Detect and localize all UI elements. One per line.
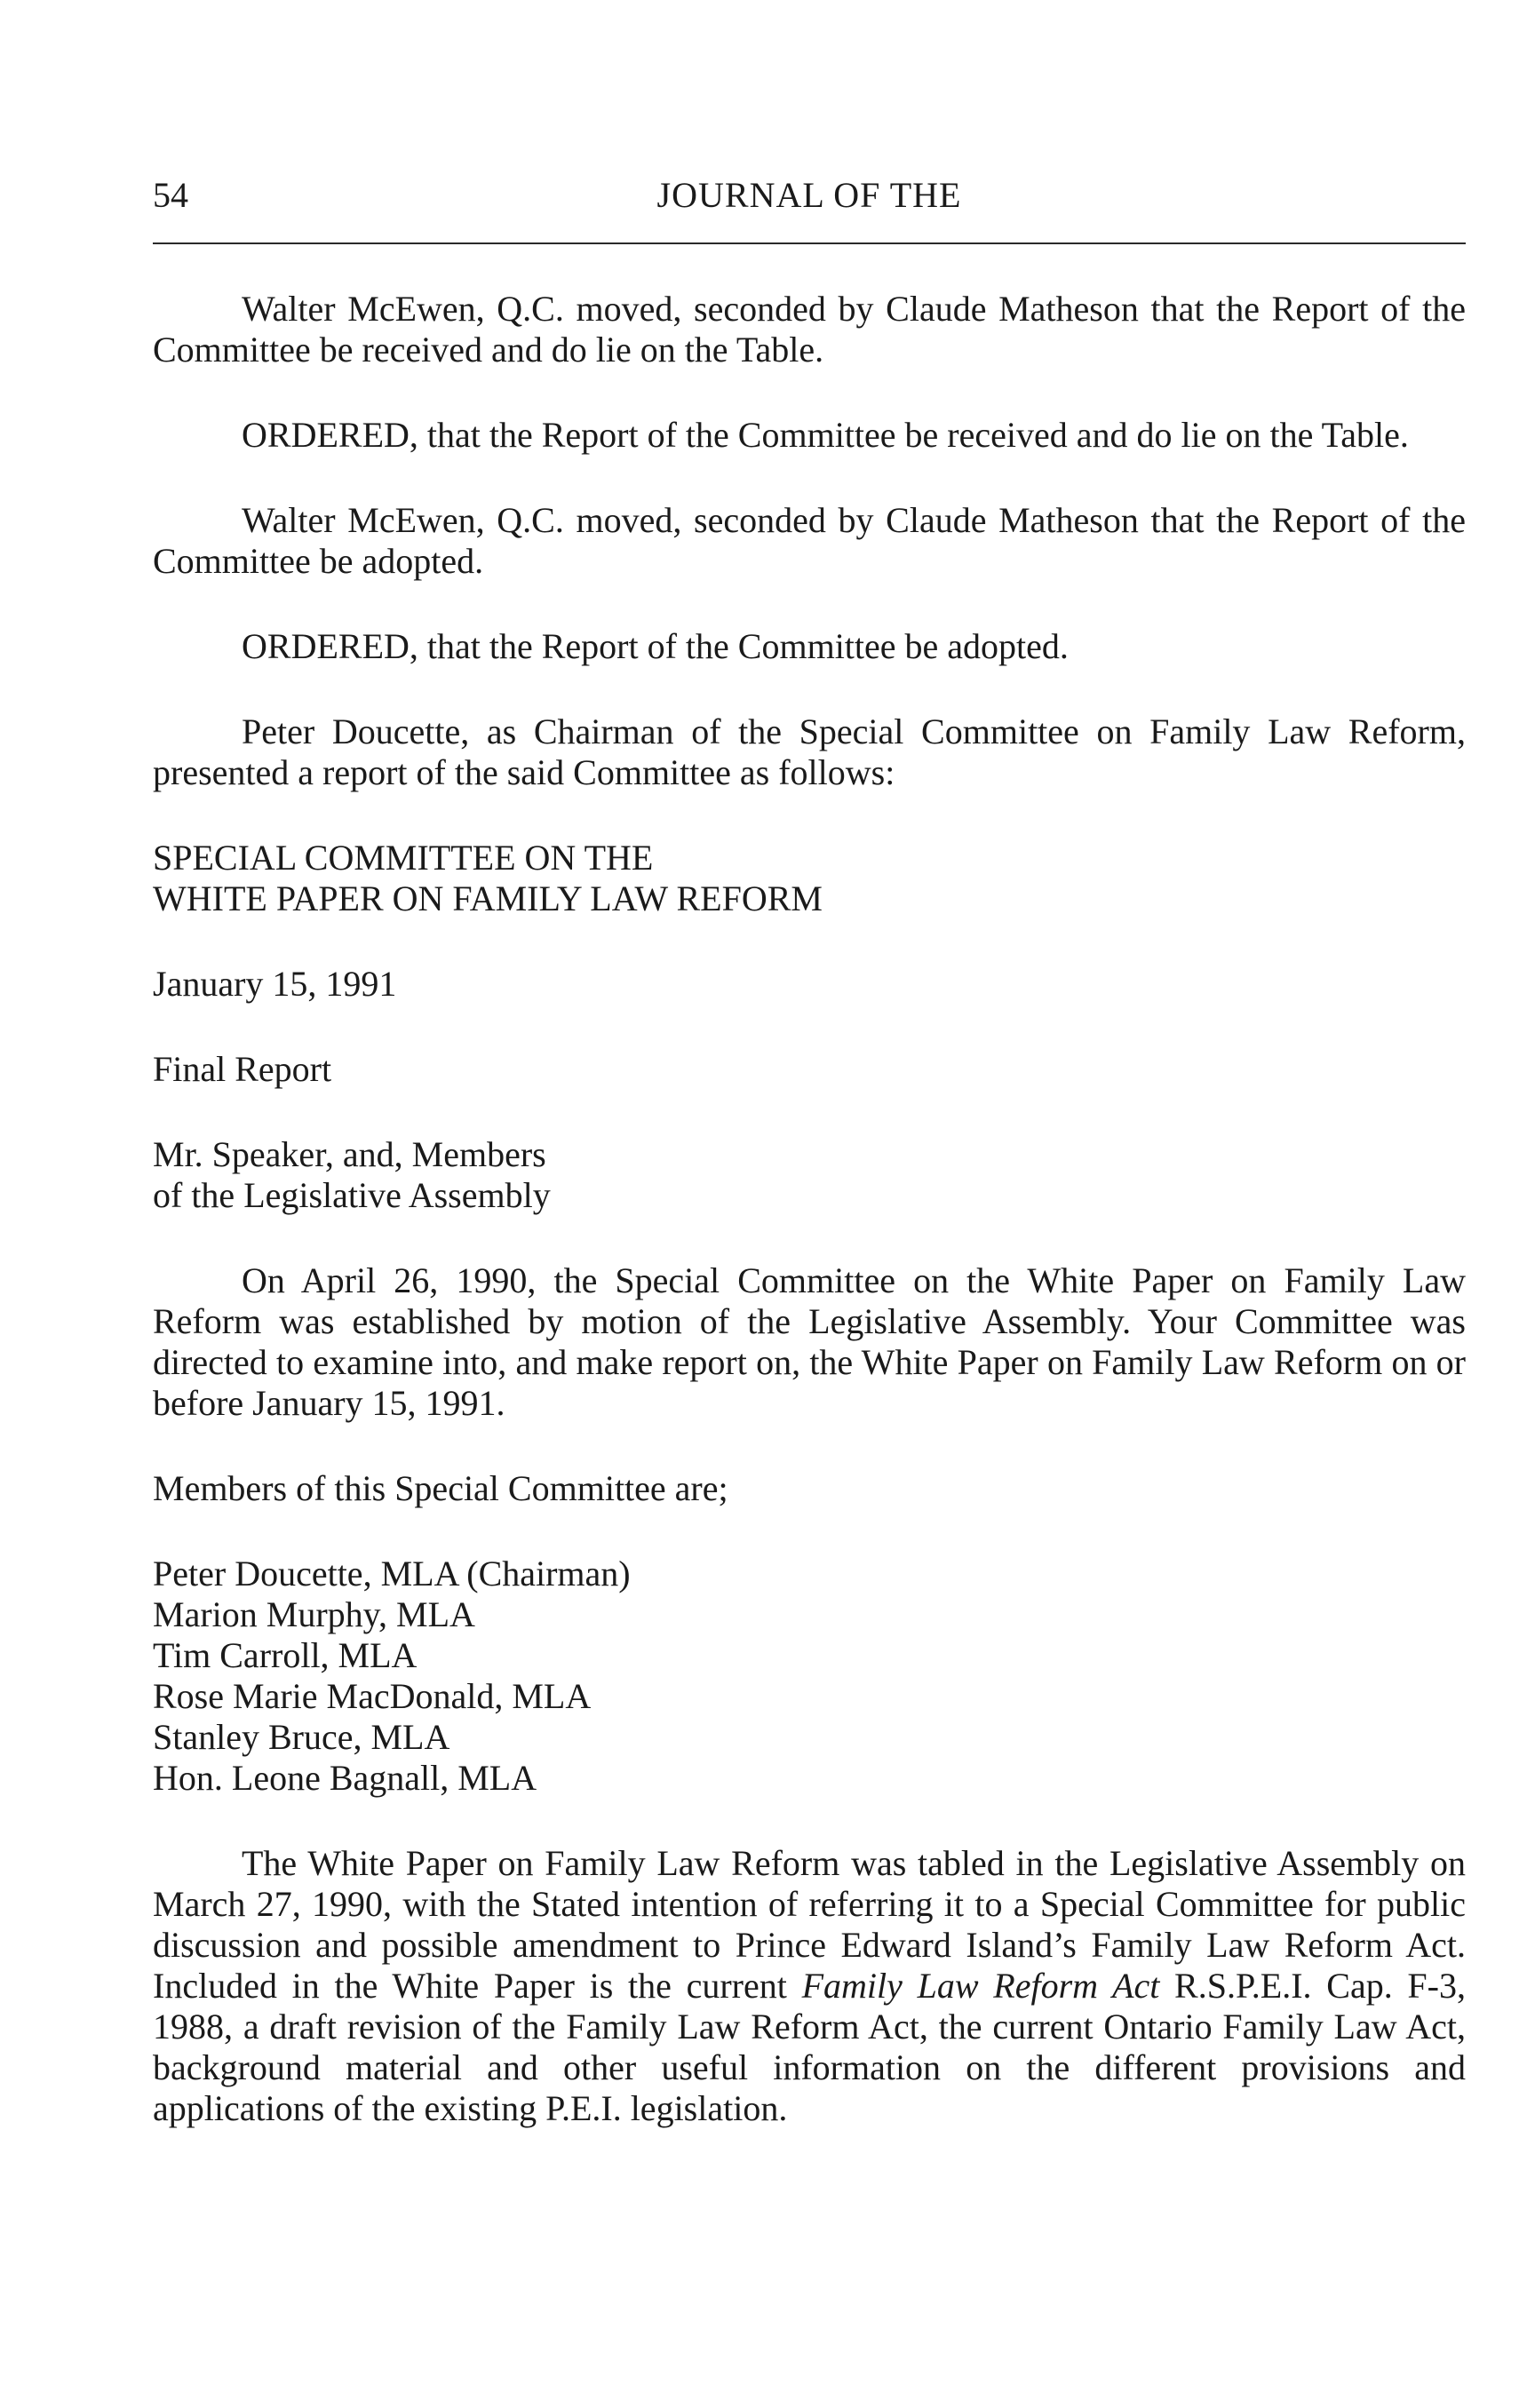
member-item: Stanley Bruce, MLA (153, 1717, 450, 1757)
salutation-line-2: of the Legislative Assembly (153, 1175, 551, 1215)
report-subtitle: Final Report (153, 1049, 332, 1089)
salutation-line-1: Mr. Speaker, and, Members (153, 1134, 546, 1174)
white-paper-text-2: R.S.P.E.I. Cap. F-3, 1988, a draft revision of the Family Law Reform Act, the current Ontario Family Law Act, background material and other useful information on the different provisions and applications of the existing P.E.I. legislation. (153, 1966, 1466, 2128)
white-paper-paragraph (153, 1843, 1466, 2129)
members-list (153, 1554, 1466, 1799)
member-item: Hon. Leone Bagnall, MLA (153, 1758, 537, 1798)
report-presented-paragraph: Peter Doucette, as Chairman of the Special Committee on Family Law Reform, presented a report of the said Committee as follows: (153, 711, 1466, 792)
white-paper-text-1: The White Paper on Family Law Reform was tabled in the Legislative Assembly on March 27, 1990, with the Stated intention of referring it to a Special Committee for public discussion and possible amendment to Prince Edward Island’s Family Law Reform Act. Included in the White Paper is the current (153, 1843, 1466, 2006)
page-header (153, 169, 1466, 222)
page-body (153, 289, 1466, 2129)
report-heading-line-2: WHITE PAPER ON FAMILY LAW REFORM (153, 878, 823, 918)
page-number: 54 (153, 175, 188, 215)
member-item: Peter Doucette, MLA (Chairman) (153, 1554, 631, 1593)
committee-intro-paragraph: On April 26, 1990, the Special Committee on the White Paper on Family Law Reform was established by motion of the Legislative Assembly. Your Committee was directed to examine into, and make report on, the White Paper on Family Law Reform on or before January 15, 1991. (153, 1260, 1466, 1423)
act-title: Family Law Reform Act (801, 1966, 1160, 2006)
member-item: Tim Carroll, MLA (153, 1635, 418, 1675)
motion-received-paragraph: Walter McEwen, Q.C. moved, seconded by Claude Matheson that the Report of the Committee be received and do lie on the Table. (153, 289, 1466, 370)
member-item: Rose Marie MacDonald, MLA (153, 1676, 592, 1716)
member-item: Marion Murphy, MLA (153, 1594, 475, 1634)
running-title: JOURNAL OF THE (656, 175, 962, 215)
salutation (153, 1134, 1466, 1216)
report-heading (153, 838, 1466, 919)
members-intro: Members of this Special Committee are; (153, 1468, 728, 1508)
report-date: January 15, 1991 (153, 964, 397, 1004)
ordered-received-paragraph: ORDERED, that the Report of the Committee be received and do lie on the Table. (242, 415, 1409, 455)
report-heading-line-1: SPECIAL COMMITTEE ON THE (153, 838, 654, 878)
motion-adopted-paragraph: Walter McEwen, Q.C. moved, seconded by Claude Matheson that the Report of the Committee be adopted. (153, 500, 1466, 581)
journal-page (153, 0, 1466, 2408)
header-rule (153, 242, 1466, 244)
ordered-adopted-paragraph: ORDERED, that the Report of the Committee be adopted. (242, 626, 1069, 666)
